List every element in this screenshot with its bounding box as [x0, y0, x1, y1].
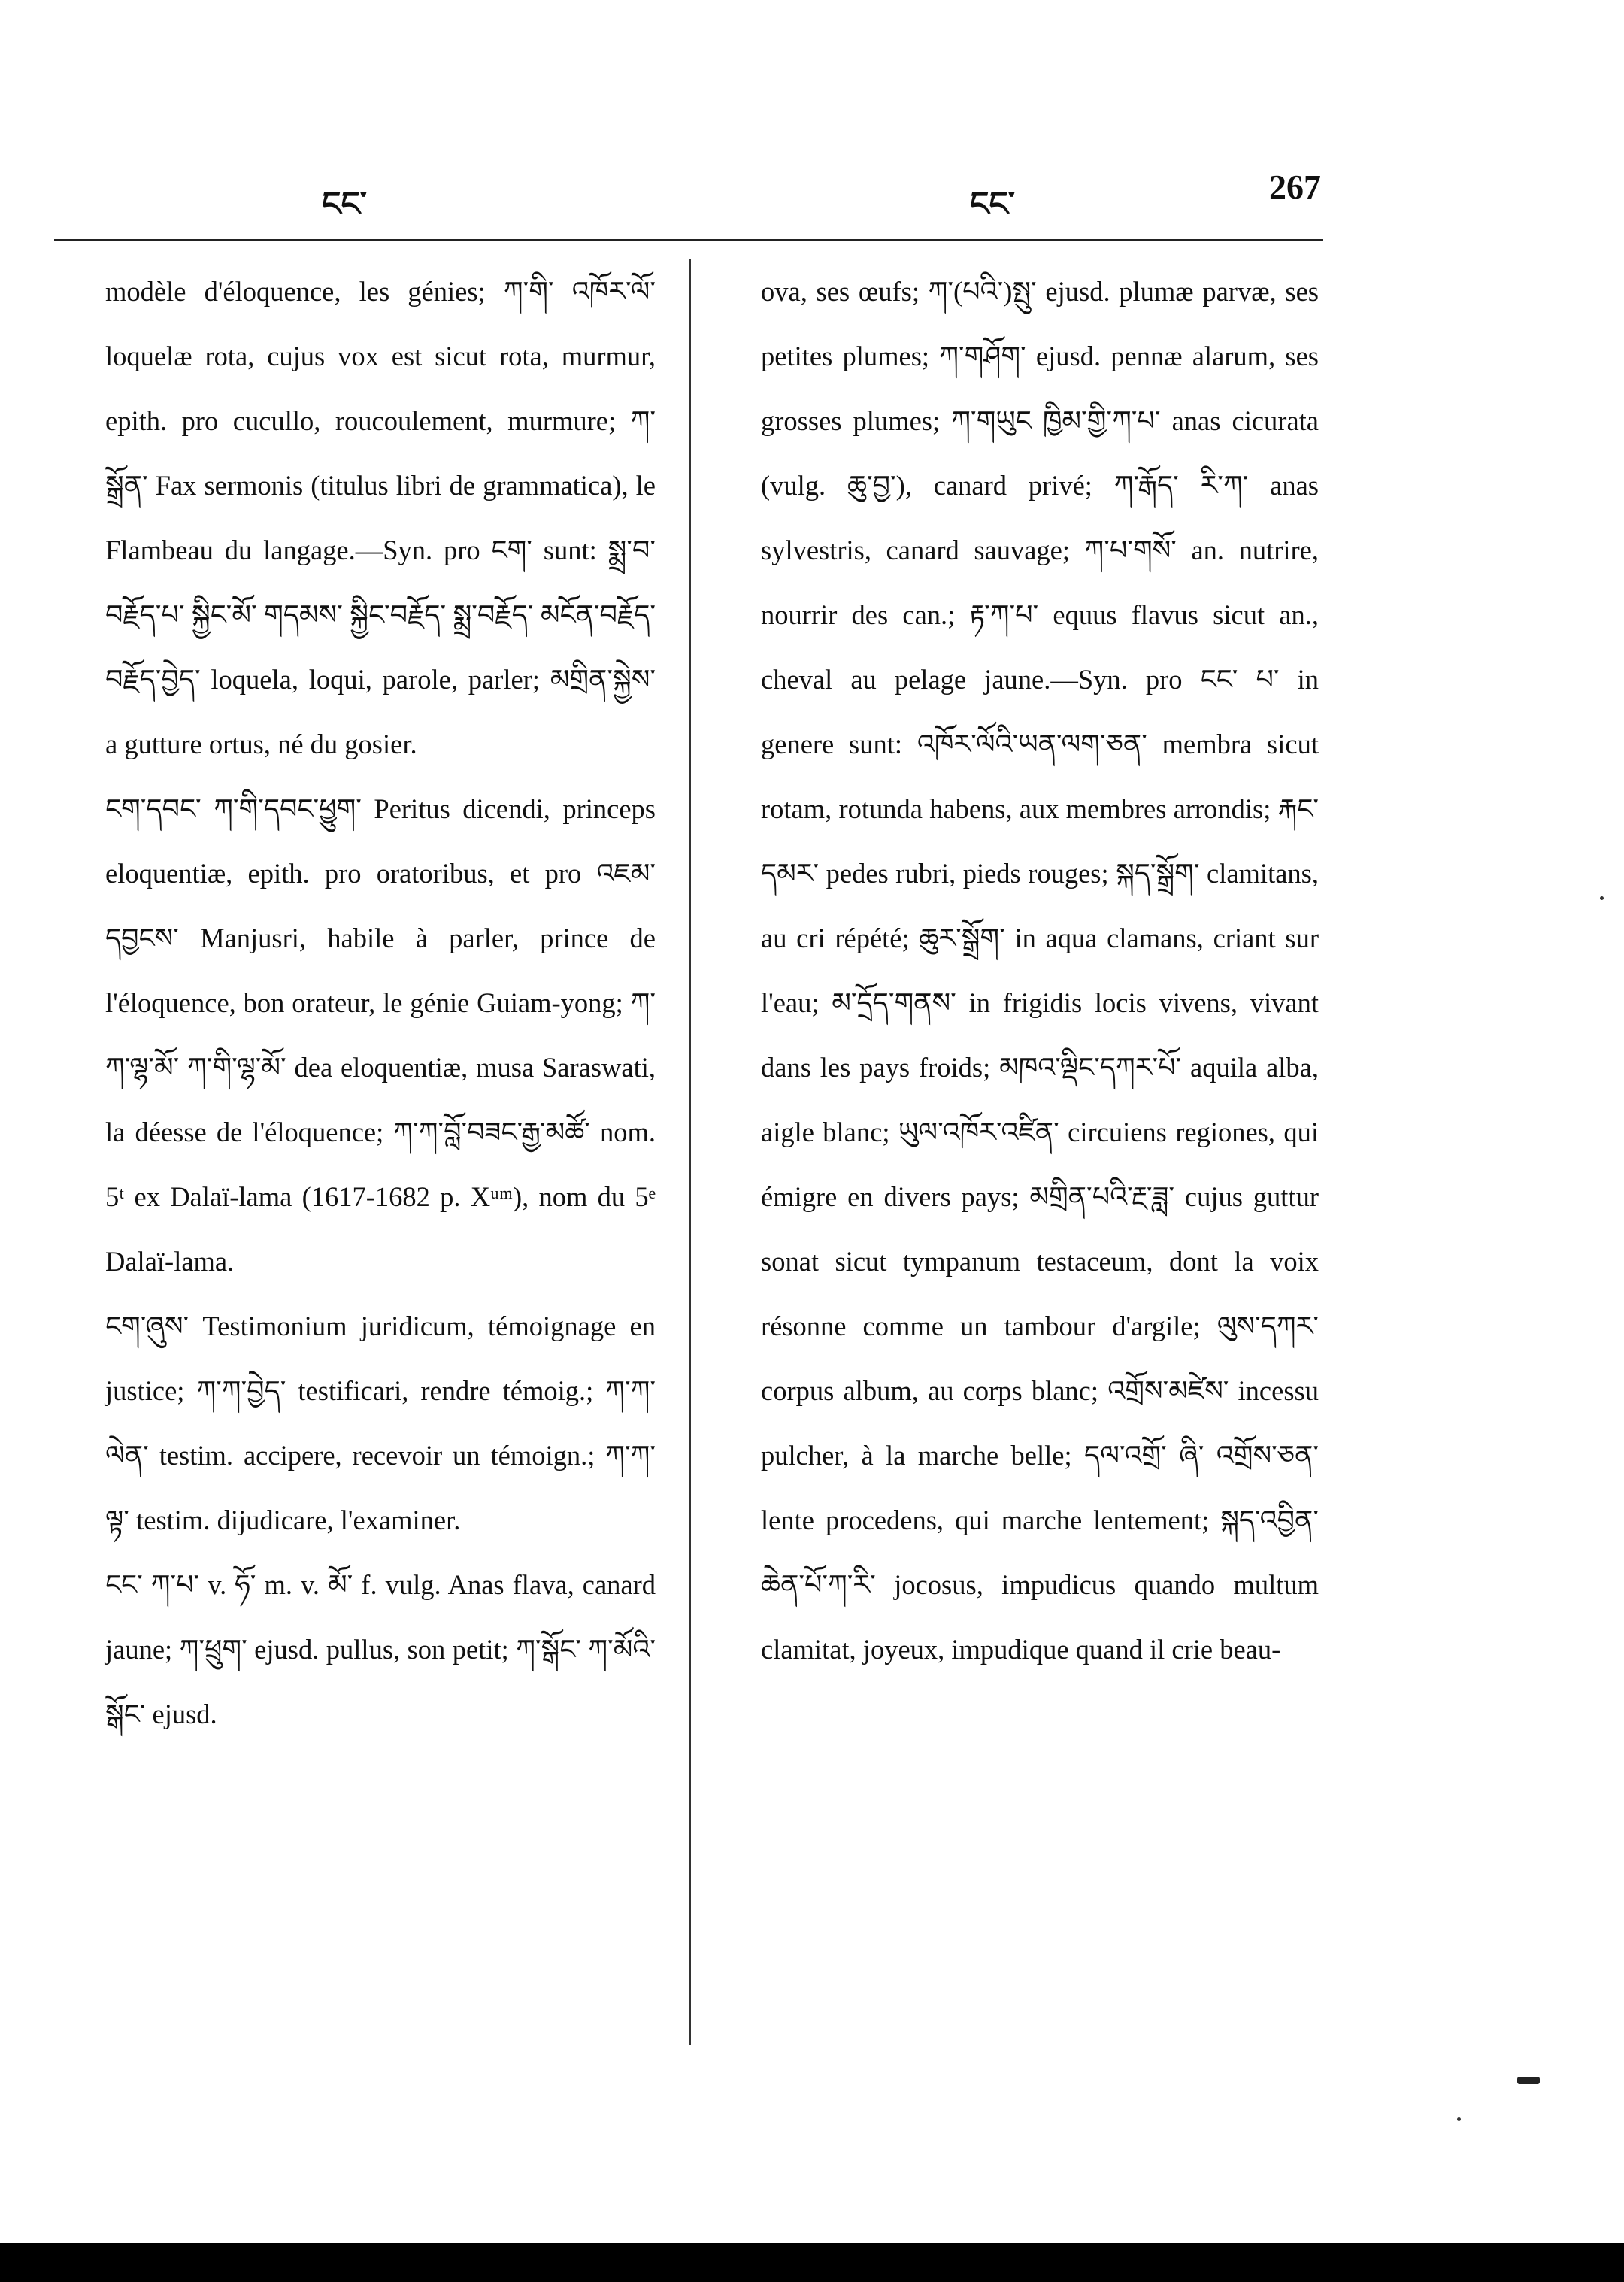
page-number: 267: [1269, 168, 1321, 206]
entry-ngag-dbang: ངག་དབང་ ཀ་གི་དབང་ཕྱུག་ Peritus dicendi, princeps eloquentiæ, epith. pro oratoribus, et pro འཇམ་དབྱངས་ Manjusri, habile à parler, prince de l'éloquence, bon orateur, le génie Guiam-yong; ཀ་ཀ་ལྷ་མོ་ ཀ་གི་ལྷ་མོ་ dea eloquentiæ, musa Saraswati, la déesse de l'éloquence; ཀ་ཀ་བློ་བཟང་རྒྱ་མཚོ་ nom. 5ᵗ ex Dalaï-lama (1617-1682 p. Xᵘᵐ), nom du 5ᵉ Dalaï-lama.: [105, 793, 656, 1277]
running-head-right: ངང་: [970, 186, 1016, 223]
running-head-left: ངང་: [322, 186, 368, 223]
entry-ngang-continued: ova, ses œufs; ཀ་(པའི་)སྤུ་ ejusd. plumæ parvæ, ses petites plumes; ཀ་གཤོག་ ejusd. pennæ alarum, ses grosses plumes; ཀ་གཡུང ཁྱིམ་གྱི་ཀ་པ་ anas cicurata (vulg. ཆུ་བྱ་), canard privé; ཀ་རྒོད་ རི་ཀ་ anas sylvestris, canard sauvage; ཀ་པ་གསོ་ an. nutrire, nourrir des can.; རྟ་ཀ་པ་ equus flavus sicut an., cheval au pelage jaune.—Syn. pro ངང་ པ་ in genere sunt: འཁོར་ལོའི་ཡན་ལག་ཅན་ membra sicut rotam, rotunda habens, aux membres arrondis; རྐང་དམར་ pedes rubri, pieds rouges; སྐད་སྒྲོག་ clamitans, au cri répété; ཆུར་སྒྲོག་ in aqua clamans, criant sur l'eau; མ་དྲོད་གནས་ in frigidis locis vivens, vivant dans les pays froids; མཁའ་ལྡིང་དཀར་པོ་ aquila alba, aigle blanc; ཡུལ་འཁོར་འཛིན་ circuiens regiones, qui émigre en divers pays; མགྲིན་པའི་རྔ་ཟླ་ cujus guttur sonat sicut tympanum testaceum, dont la voix résonne comme un tambour d'argile; ལུས་དཀར་ corpus album, au corps blanc; འགྲོས་མཛེས་ incessu pulcher, à la marche belle; དལ་འགྲོ་ ཞི་ འགྲོས་ཅན་ lente procedens, qui marche lentement; སྐད་འབྱིན་ཆེན་པོ་ཀ་རི་ jocosus, impudicus quando multum clamitat, joyeux, impudique quand il crie beau-: [761, 276, 1319, 1665]
entry-continuation: modèle d'éloquence, les génies; ཀ་གི་ འཁོར་ལོ་ loquelæ rota, cujus vox est sicut rota, murmur, epith. pro cucullo, roucoulement, murmure; ཀ་སྒྲོན་ Fax sermonis (titulus libri de grammatica), le Flambeau du langage.—Syn. pro ངག་ sunt: སྨྲ་བ་ བརྗོད་པ་ སྐྱིང་མོ་ གདམས་ སྐྱིང་བརྗོད་ སྨྲ་བརྗོད་ མངོན་བརྗོད་ བརྗོད་བྱེད་ loquela, loqui, parole, parler; མགྲིན་སྐྱེས་ a gutture ortus, né du gosier.: [105, 276, 656, 759]
speck: [1457, 2117, 1461, 2121]
scan-bottom-band: [0, 2243, 1624, 2282]
column-divider: [689, 259, 691, 2045]
margin-mark: [1517, 2077, 1540, 2084]
left-column: [105, 259, 656, 1747]
entry-ngang: ངང་ ཀ་པ་ v. ཧོ་ m. v. མོ་ f. vulg. Anas flava, canard jaune; ཀ་ཕྲུག་ ejusd. pullus, son petit; ཀ་སྒོང་ ཀ་མོའི་སྒོང་ ejusd.: [105, 1569, 656, 1729]
header-rule: [54, 239, 1323, 241]
right-column: [761, 259, 1319, 1682]
speck: [1600, 896, 1604, 900]
entry-ngag-zhus: ངག་ཞུས་ Testimonium juridicum, témoignage en justice; ཀ་ཀ་བྱེད་ testificari, rendre témoig.; ཀ་ཀ་ལེན་ testim. accipere, recevoir un témoign.; ཀ་ཀ་ལྟ་ testim. dijudicare, l'examiner.: [105, 1311, 656, 1535]
